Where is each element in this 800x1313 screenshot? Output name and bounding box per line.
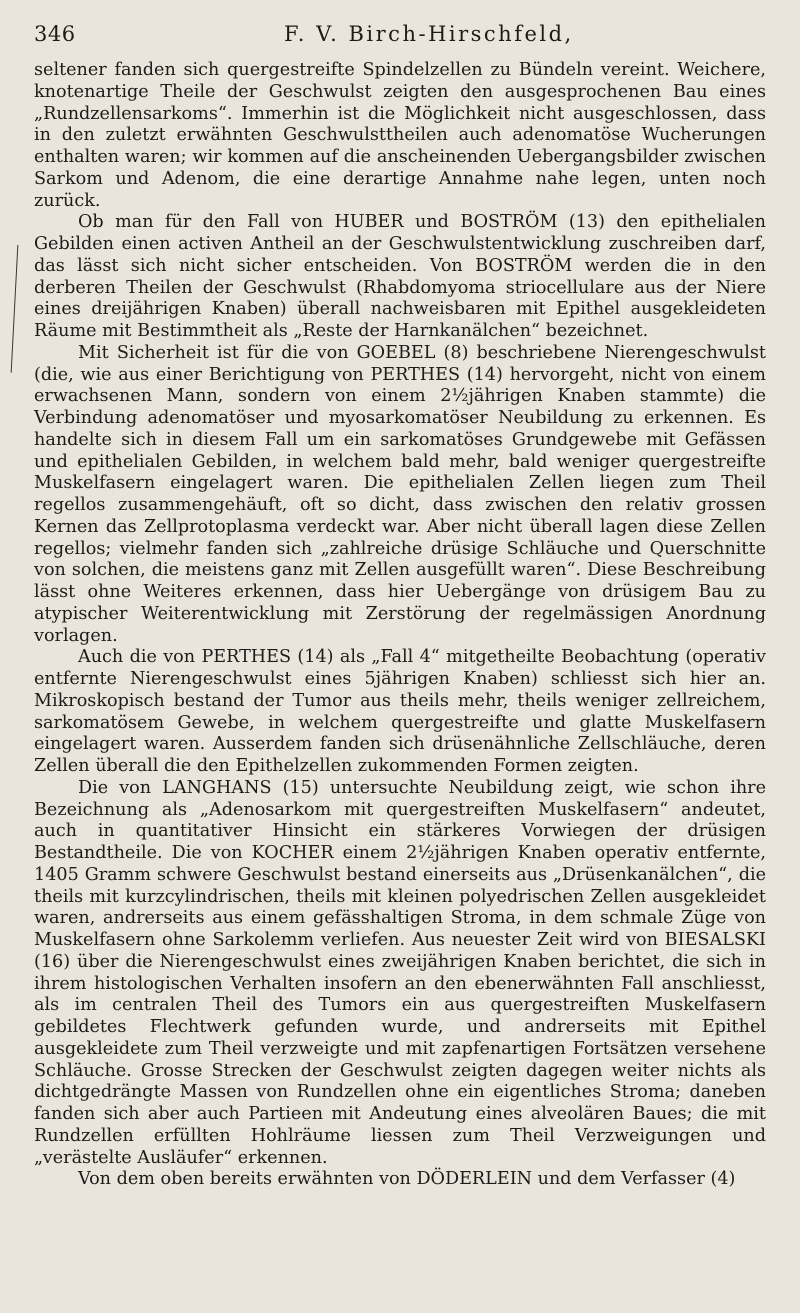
paragraph-3: Mit Sicherheit ist für die von GOEBEL (8) beschriebene Nierengeschwulst (die, wie aus einer Berichtigung von PERTHES (14) hervorgeht, nicht von einem erwachsenen Mann, sondern von einem 2½jährigen Knaben stammte) die Verbindung adenomatöser und myosarkomatöser Neubildung zu erkennen. Es handelte sich in diesem Fall um ein sarkomatöses Grundgewebe mit Gefässen und epithelialen Gebilden, in welchem bald mehr, bald weniger quergestreifte Muskelfasern eingelagert waren. Die epithelialen Zellen liegen zum Theil regellos zusammengehäuft, oft so dicht, dass zwischen den relativ grossen Kernen das Zellprotoplasma verdeckt war. Aber nicht überall lagen diese Zellen regellos; vielmehr fanden sich „zahlreiche drüsige Schläuche und Querschnitte von solchen, die meistens ganz mit Zellen ausgefüllt waren“. Diese Beschreibung lässt ohne Weiteres erkennen, dass hier Uebergänge von drüsigem Bau zu atypischer Weiterentwicklung mit Zerstörung der regelmässigen Anordnung vorlagen. [34, 342, 766, 646]
paragraph-5: Die von LANGHANS (15) untersuchte Neubildung zeigt, wie schon ihre Bezeichnung als „Adenosarkom mit quergestreiften Muskelfasern“ andeutet, auch in quantitativer Hinsicht ein stärkeres Vorwiegen der drüsigen Bestandtheile. Die von KOCHER einem 2½jährigen Knaben operativ entfernte, 1405 Gramm schwere Geschwulst bestand einerseits aus „Drüsenkanälchen“, die theils mit kurzcylindrischen, theils mit kleinen polyedrischen Zellen ausgekleidet waren, andrerseits aus einem gefässhaltigen Stroma, in dem schmale Züge von Muskelfasern ohne Sarkolemm verliefen. Aus neuester Zeit wird von BIESALSKI (16) über die Nierengeschwulst eines zweijährigen Knaben berichtet, die sich in ihrem histologischen Verhalten insofern an den ebenerwähnten Fall anschliesst, als im centralen Theil des Tumors ein aus quergestreiften Muskelfasern gebildetes Flechtwerk gefunden wurde, und andrerseits mit Epithel ausgekleidete zum Theil verzweigte und mit zapfenartigen Fortsätzen versehene Schläuche. Grosse Strecken der Geschwulst zeigten dagegen weiter nichts als dichtgedrängte Massen von Rundzellen ohne ein eigentliches Stroma; daneben fanden sich aber auch Partieen mit Andeutung eines alveolären Baues; die mit Rundzellen erfüllten Hohlräume liessen zum Theil Verzweigungen und „verästelte Ausläufer“ erkennen. [34, 777, 766, 1168]
paragraph-6: Von dem oben bereits erwähnten von DÖDERLEIN und dem Verfasser (4) [78, 1169, 736, 1190]
running-head: F. V. Birch-Hirschfeld, [284, 22, 574, 46]
page-number: 346 [34, 22, 76, 46]
paragraph-1: seltener fanden sich quergestreifte Spindelzellen zu Bündeln vereint. Weichere, knotenartige Theile der Geschwulst zeigten den ausgesprochenen Bau eines „Rundzellensarkoms“. Immerhin ist die Möglichkeit nicht ausgeschlossen, dass in den zuletzt erwähnten Geschwulsttheilen auch adenomatöse Wucherungen enthalten waren; wir kommen auf die anscheinenden Uebergangsbilder zwischen Sarkom und Adenom, die eine derartige Annahme nahe legen, unten noch zurück. [34, 60, 766, 211]
margin-pencil-mark [11, 245, 25, 373]
page-header [34, 22, 766, 46]
paragraph-4: Auch die von PERTHES (14) als „Fall 4“ mitgetheilte Beobachtung (operativ entfernte Nierengeschwulst eines 5jährigen Knaben) schliesst sich hier an. Mikroskopisch bestand der Tumor aus theils mehr, theils weniger zellreichem, sarkomatösem Gewebe, in welchem quergestreifte und glatte Muskelfasern eingelagert waren. Ausserdem fanden sich drüsenähnliche Zellschläuche, deren Zellen überall die den Epithelzellen zukommenden Formen zeigten. [34, 647, 766, 776]
body-text [34, 60, 766, 1191]
paragraph-2: Ob man für den Fall von HUBER und BOSTRÖM (13) den epithelialen Gebilden einen activen Antheil an der Geschwulstentwicklung zuschreiben darf, das lässt sich nicht sicher entscheiden. Von BOSTRÖM werden die in den derberen Theilen der Geschwulst (Rhabdomyoma striocellulare aus der Niere eines dreijährigen Knaben) überall nachweisbaren mit Epithel ausgekleideten Räume mit Bestimmtheit als „Reste der Harnkanälchen“ bezeichnet. [34, 212, 766, 341]
